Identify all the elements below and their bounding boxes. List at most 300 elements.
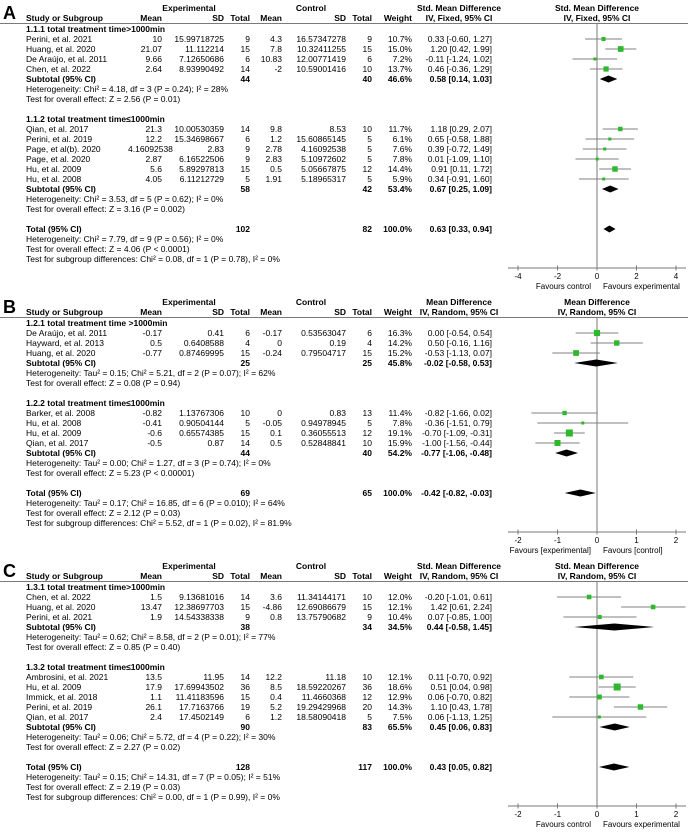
- exp-sd: [162, 762, 224, 772]
- ctrl-mean: 0: [277, 408, 282, 418]
- experimental-group-header: Experimental: [162, 297, 216, 307]
- axis-tick-label: -4: [514, 272, 522, 281]
- effect-marker: [618, 46, 624, 52]
- axis-tick-label: -1: [553, 536, 562, 545]
- exp-mean: [128, 74, 162, 84]
- study-name: Page, et al. 2020: [26, 154, 91, 164]
- exp-mean: 4.05: [145, 174, 162, 184]
- exp-sd: [162, 488, 224, 498]
- col-method: IV, Random, 95% CI: [419, 571, 499, 581]
- study-name: Hayward, et al. 2013: [26, 338, 104, 348]
- ctrl-sd: 10.59001416: [296, 64, 346, 74]
- ctrl-mean: -0.24: [262, 348, 282, 358]
- study-name: Qian, et al. 2017: [26, 124, 89, 134]
- axis-tick-label: 1: [634, 810, 639, 819]
- weight: 10.7%: [387, 34, 412, 44]
- ci-text: -0.70 [-1.09, -0.31]: [422, 428, 492, 438]
- exp-mean: [128, 358, 162, 368]
- axis-tick-label: -2: [514, 536, 522, 545]
- panel-a: [0, 3, 688, 294]
- ctrl-sd: 12.69086679: [296, 602, 346, 612]
- ctrl-mean: [250, 488, 282, 498]
- study-name: Chen, et al. 2022: [26, 64, 91, 74]
- exp-total: 90: [240, 722, 250, 732]
- effect-marker: [566, 430, 573, 437]
- ctrl-total: 117: [358, 762, 372, 772]
- ctrl-total: 6: [367, 54, 372, 64]
- stats-note: Test for overall effect: Z = 2.27 (P = 0.02): [26, 742, 181, 752]
- study-name: Perini, et al. 2021: [26, 34, 93, 44]
- ctrl-total: 9: [367, 612, 372, 622]
- exp-sd: 1.13767306: [179, 408, 224, 418]
- ctrl-sd: [282, 622, 346, 632]
- stats-note: Heterogeneity: Tau² = 0.15; Chi² = 14.31, df = 7 (P = 0.05); I² = 51%: [26, 772, 281, 782]
- ctrl-sd: 5.10972602: [301, 154, 346, 164]
- stats-note: Test for overall effect: Z = 0.85 (P = 0.40): [26, 642, 181, 652]
- col-weight: Weight: [383, 13, 412, 23]
- col-exp-mean: Mean: [140, 13, 162, 23]
- ci-text: 0.00 [-0.54, 0.54]: [427, 328, 492, 338]
- effect-marker: [599, 675, 604, 680]
- ctrl-sd: 8.53: [329, 124, 346, 134]
- ci-text: 0.65 [-0.58, 1.88]: [427, 134, 492, 144]
- axis-tick-label: 4: [673, 272, 679, 281]
- ctrl-mean: 3.6: [270, 592, 282, 602]
- exp-total: 15: [240, 164, 250, 174]
- ci-text: -0.20 [-1.01, 0.61]: [424, 592, 492, 602]
- exp-sd: 0.87469995: [179, 348, 224, 358]
- ci-text: 1.42 [0.61, 2.24]: [430, 602, 492, 612]
- effect-marker: [573, 350, 579, 356]
- exp-sd: 6.16522506: [179, 154, 224, 164]
- axis-tick-label: 2: [634, 272, 639, 281]
- weight: 65.5%: [387, 722, 412, 732]
- exp-sd: 14.54338338: [174, 612, 224, 622]
- col-exp-mean: Mean: [140, 307, 162, 317]
- ctrl-total: 42: [362, 184, 372, 194]
- study-name: Hu, et al. 2009: [26, 682, 82, 692]
- stats-note: Heterogeneity: Tau² = 0.17; Chi² = 16.85, df = 6 (P = 0.010); I² = 64%: [26, 498, 285, 508]
- exp-sd: 5.89297813: [179, 164, 224, 174]
- ctrl-mean: 8.5: [270, 682, 282, 692]
- ctrl-sd: 10.32411255: [296, 44, 346, 54]
- exp-total: 14: [240, 64, 250, 74]
- panel-a-letter: A: [3, 3, 16, 23]
- stats-note: Test for overall effect: Z = 0.08 (P = 0.94): [26, 378, 181, 388]
- ctrl-total: 40: [362, 448, 372, 458]
- stats-note: Test for overall effect: Z = 4.06 (P < 0.0001): [26, 244, 190, 254]
- effect-marker: [608, 138, 611, 141]
- study-name: Total (95% CI): [26, 762, 82, 772]
- weight: 7.6%: [392, 144, 412, 154]
- effect-header-text: Std. Mean Difference: [416, 3, 502, 13]
- ctrl-total: 82: [362, 224, 372, 234]
- weight: 34.5%: [387, 622, 412, 632]
- study-name: Huang, et al. 2020: [26, 44, 96, 54]
- effect-marker: [598, 615, 602, 619]
- ctrl-sd: 5.18965317: [301, 174, 346, 184]
- experimental-group-header: Experimental: [162, 3, 216, 13]
- ci-text: 1.10 [0.43, 1.78]: [430, 702, 492, 712]
- effect-marker: [614, 340, 619, 345]
- ci-text: -0.53 [-1.13, 0.07]: [424, 348, 492, 358]
- favours-right-label: Favours experimental: [603, 282, 680, 291]
- ci-text: 1.20 [0.42, 1.99]: [430, 44, 492, 54]
- ctrl-sd: 15.60865145: [296, 134, 346, 144]
- col-ctrl-total: Total: [352, 307, 372, 317]
- ctrl-total: 15: [362, 348, 372, 358]
- exp-mean: [128, 722, 162, 732]
- control-group-header: Control: [295, 561, 327, 571]
- exp-total: 9: [245, 34, 250, 44]
- effect-marker: [597, 695, 602, 700]
- exp-sd: 15.99718725: [174, 34, 224, 44]
- col-study-or-subgroup: Study or Subgroup: [26, 307, 103, 317]
- ctrl-total: 15: [362, 44, 372, 54]
- ctrl-sd: 19.29429968: [296, 702, 346, 712]
- exp-total: 9: [245, 154, 250, 164]
- ctrl-mean: 1.2: [270, 134, 282, 144]
- exp-mean: 10: [152, 34, 162, 44]
- exp-sd: 2.83: [207, 144, 224, 154]
- stats-note: Test for overall effect: Z = 2.19 (P = 0.03): [26, 782, 181, 792]
- exp-mean: [128, 762, 162, 772]
- col-exp-sd: SD: [212, 307, 224, 317]
- exp-mean: -0.17: [142, 328, 162, 338]
- exp-sd: [162, 448, 224, 458]
- weight: 14.4%: [387, 164, 412, 174]
- ctrl-sd: [282, 224, 346, 234]
- col-ctrl-total: Total: [352, 13, 372, 23]
- ctrl-mean: -0.05: [262, 418, 282, 428]
- col-method: IV, Random, 95% CI: [419, 307, 499, 317]
- study-name: De Araújo, et al. 2011: [26, 328, 108, 338]
- ci-text: 1.18 [0.29, 2.07]: [430, 124, 492, 134]
- spacer-cell: [372, 561, 412, 571]
- ctrl-mean: 0.8: [270, 612, 282, 622]
- weight: 19.1%: [387, 428, 412, 438]
- exp-sd: [162, 74, 224, 84]
- col-ctrl-sd: SD: [334, 571, 346, 581]
- col-exp-sd: SD: [212, 571, 224, 581]
- exp-sd: 15.34698667: [174, 134, 224, 144]
- ctrl-sd: 12.00771419: [296, 54, 346, 64]
- ctrl-total: 12: [362, 692, 372, 702]
- weight: 53.4%: [387, 184, 412, 194]
- ctrl-sd: [282, 184, 346, 194]
- effect-marker: [638, 704, 643, 709]
- exp-sd: 9.13681016: [179, 592, 224, 602]
- exp-sd: [162, 722, 224, 732]
- exp-mean: [128, 622, 162, 632]
- exp-sd: 0.41: [207, 328, 224, 338]
- weight: 10.4%: [387, 612, 412, 622]
- ctrl-total: 5: [367, 154, 372, 164]
- favours-right-label: Favours experimental: [603, 820, 680, 829]
- col-ctrl-mean: Mean: [260, 571, 282, 581]
- study-name: Perini, et al. 2019: [26, 702, 93, 712]
- plot-effect-header: Mean Difference: [564, 297, 630, 307]
- effect-marker: [554, 440, 560, 446]
- ctrl-total: 36: [362, 682, 372, 692]
- axis-tick-label: -2: [553, 272, 562, 281]
- exp-sd: 12.38697703: [174, 602, 224, 612]
- ctrl-mean: 12.2: [265, 672, 282, 682]
- ctrl-sd: [282, 74, 346, 84]
- spacer-cell: [372, 297, 412, 307]
- stats-note: Test for subgroup differences: Chi² = 0.08, df = 1 (P = 0.78), I² = 0%: [26, 254, 280, 264]
- stats-note: Test for subgroup differences: Chi² = 5.52, df = 1 (P = 0.02), I² = 81.9%: [26, 518, 292, 528]
- ctrl-total: 83: [362, 722, 372, 732]
- ci-text: -0.02 [-0.58, 0.53]: [423, 358, 492, 368]
- ctrl-mean: 0.5: [270, 164, 282, 174]
- weight: 15.2%: [387, 348, 412, 358]
- ctrl-sd: 4.16092538: [301, 144, 346, 154]
- ctrl-total: 5: [367, 174, 372, 184]
- ctrl-sd: 11.4660368: [301, 692, 346, 702]
- ctrl-sd: 11.18: [325, 672, 346, 682]
- spacer-cell: [372, 3, 412, 13]
- pooled-diamond: [565, 490, 596, 497]
- exp-mean: 0.5: [150, 338, 162, 348]
- effect-header-text: Std. Mean Difference: [416, 561, 502, 571]
- exp-mean: 13.5: [145, 672, 162, 682]
- axis-tick-label: -2: [514, 810, 522, 819]
- pooled-diamond: [602, 186, 619, 193]
- exp-total: 6: [245, 54, 250, 64]
- weight: 15.9%: [387, 438, 412, 448]
- panel-b: [0, 297, 688, 558]
- exp-sd: 11.95: [203, 672, 224, 682]
- exp-total: 6: [245, 328, 250, 338]
- study-name: Huang, et al. 2020: [26, 348, 96, 358]
- ci-text: 0.67 [0.25, 1.09]: [429, 184, 492, 194]
- ctrl-total: 10: [362, 124, 372, 134]
- weight: 12.9%: [387, 692, 412, 702]
- exp-sd: [162, 224, 224, 234]
- ctrl-mean: 1.91: [265, 174, 282, 184]
- favours-left-label: Favours [experimental]: [509, 546, 591, 555]
- study-name: Immick, et al. 2018: [26, 692, 98, 702]
- exp-mean: 2.87: [145, 154, 162, 164]
- exp-mean: [128, 448, 162, 458]
- plot-method-header: IV, Fixed, 95% CI: [563, 13, 631, 23]
- exp-mean: 26.1: [145, 702, 162, 712]
- subgroup-title: 1.1.2 total treatment time≤1000min: [26, 114, 165, 124]
- col-ctrl-sd: SD: [334, 13, 346, 23]
- ctrl-mean: [250, 184, 282, 194]
- ctrl-sd: [282, 448, 346, 458]
- ctrl-sd: 0.52848841: [301, 438, 346, 448]
- exp-total: 15: [240, 428, 250, 438]
- pooled-diamond: [599, 724, 629, 731]
- ctrl-total: 6: [367, 328, 372, 338]
- ctrl-total: 5: [367, 712, 372, 722]
- weight: 7.2%: [392, 54, 412, 64]
- study-name: Subtotal (95% CI): [26, 358, 96, 368]
- study-name: Total (95% CI): [26, 488, 82, 498]
- subgroup-title: 1.3.2 total treatment time≤1000min: [26, 662, 165, 672]
- stats-note: Test for overall effect: Z = 5.23 (P < 0.00001): [26, 468, 195, 478]
- study-name: Ambrosini, et al. 2021: [26, 672, 109, 682]
- col-exp-total: Total: [230, 571, 250, 581]
- exp-total: 58: [240, 184, 250, 194]
- ctrl-mean: [250, 358, 282, 368]
- ci-text: 0.63 [0.33, 0.94]: [429, 224, 492, 234]
- control-group-header: Control: [295, 3, 327, 13]
- exp-sd: [162, 622, 224, 632]
- ci-text: 0.51 [0.04, 0.98]: [430, 682, 492, 692]
- ci-text: 0.44 [-0.58, 1.45]: [426, 622, 492, 632]
- ctrl-total: 10: [362, 592, 372, 602]
- forest-plot-svg: [506, 561, 688, 832]
- weight: 14.3%: [387, 702, 412, 712]
- col-ctrl-mean: Mean: [260, 307, 282, 317]
- ctrl-total: 65: [362, 488, 372, 498]
- effect-marker: [601, 37, 605, 41]
- ci-text: -1.00 [-1.56, -0.44]: [422, 438, 492, 448]
- ci-text: 0.01 [-1.09, 1.10]: [427, 154, 492, 164]
- weight: 12.0%: [387, 592, 412, 602]
- ctrl-total: 10: [362, 64, 372, 74]
- study-name: Huang, et al. 2020: [26, 602, 96, 612]
- ctrl-sd: 0.19: [329, 338, 346, 348]
- exp-mean: 5.6: [150, 164, 162, 174]
- exp-total: 128: [235, 762, 250, 772]
- ctrl-mean: 0.4: [270, 692, 282, 702]
- ctrl-sd: 18.58090418: [296, 712, 346, 722]
- exp-mean: 1.5: [150, 592, 162, 602]
- exp-total: 5: [245, 418, 250, 428]
- exp-total: 14: [240, 438, 250, 448]
- exp-total: 14: [240, 592, 250, 602]
- exp-mean: -0.5: [147, 438, 162, 448]
- forest-plot-svg: [506, 3, 688, 294]
- ctrl-sd: 18.59220267: [296, 682, 346, 692]
- exp-total: 5: [245, 174, 250, 184]
- ci-text: 0.39 [-0.72, 1.49]: [427, 144, 492, 154]
- study-name: Perini, et al. 2019: [26, 134, 93, 144]
- study-name: Subtotal (95% CI): [26, 74, 96, 84]
- exp-sd: 11.41183596: [175, 692, 224, 702]
- exp-total: 9: [245, 612, 250, 622]
- stats-note: Heterogeneity: Chi² = 7.79, df = 9 (P = 0.56); I² = 0%: [26, 234, 224, 244]
- stats-note: Heterogeneity: Tau² = 0.00; Chi² = 1.27, df = 3 (P = 0.74); I² = 0%: [26, 458, 271, 468]
- study-name: Qian, et al. 2017: [26, 438, 89, 448]
- ctrl-total: 12: [362, 428, 372, 438]
- exp-mean: -0.77: [142, 348, 162, 358]
- ci-text: 0.58 [0.14, 1.03]: [429, 74, 492, 84]
- spacer-cell: [0, 561, 128, 571]
- exp-total: 4: [245, 338, 250, 348]
- exp-total: 25: [240, 358, 250, 368]
- ci-text: -0.36 [-1.51, 0.79]: [424, 418, 492, 428]
- exp-sd: 17.4502149: [179, 712, 224, 722]
- ctrl-sd: 13.75790682: [296, 612, 346, 622]
- exp-sd: 0.90504144: [179, 418, 224, 428]
- ctrl-mean: 4.3: [270, 34, 282, 44]
- exp-mean: 4.16092538: [128, 144, 173, 154]
- study-name: Subtotal (95% CI): [26, 722, 96, 732]
- axis-tick-label: 2: [673, 810, 679, 819]
- axis-tick-label: 2: [673, 536, 679, 545]
- spacer-cell: [0, 3, 128, 13]
- weight: 11.7%: [388, 124, 412, 134]
- exp-mean: 9.66: [145, 54, 162, 64]
- study-name: Total (95% CI): [26, 224, 82, 234]
- col-weight: Weight: [383, 307, 412, 317]
- exp-sd: 17.69943502: [174, 682, 224, 692]
- study-name: Subtotal (95% CI): [26, 622, 96, 632]
- panel-b-letter: B: [3, 297, 16, 317]
- weight: 46.6%: [387, 74, 412, 84]
- ci-text: 0.46 [-0.36, 1.29]: [427, 64, 492, 74]
- ctrl-mean: [250, 448, 282, 458]
- exp-mean: 21.07: [140, 44, 162, 54]
- ctrl-sd: 0.36055513: [301, 428, 346, 438]
- ctrl-mean: [250, 762, 282, 772]
- weight: 12.1%: [387, 672, 412, 682]
- study-name: Hu, et al. 2008: [26, 418, 82, 428]
- axis-tick-label: 0: [594, 536, 600, 545]
- ctrl-total: 10: [362, 672, 372, 682]
- ci-text: 0.33 [-0.60, 1.27]: [427, 34, 492, 44]
- exp-mean: 21.3: [145, 124, 162, 134]
- ctrl-mean: 10.83: [260, 54, 282, 64]
- weight: 14.2%: [387, 338, 412, 348]
- exp-total: 15: [240, 44, 250, 54]
- exp-mean: [128, 488, 162, 498]
- study-name: Perini, et al. 2021: [26, 612, 93, 622]
- ci-text: 0.43 [0.05, 0.82]: [429, 762, 492, 772]
- weight: 7.8%: [392, 154, 412, 164]
- effect-marker: [612, 166, 617, 171]
- stats-note: Heterogeneity: Chi² = 4.18, df = 3 (P = 0.24); I² = 28%: [26, 84, 229, 94]
- ctrl-mean: [250, 722, 282, 732]
- ctrl-total: 10: [362, 438, 372, 448]
- stats-note: Heterogeneity: Chi² = 3.53, df = 5 (P = 0.62); I² = 0%: [26, 194, 224, 204]
- ctrl-mean: -4.86: [262, 602, 282, 612]
- plot-method-header: IV, Random, 95% CI: [557, 307, 637, 317]
- ctrl-mean: 2.83: [265, 154, 282, 164]
- weight: 15.0%: [387, 44, 412, 54]
- study-name: Page, et al(b). 2020: [26, 144, 101, 154]
- col-exp-total: Total: [230, 307, 250, 317]
- stats-note: Heterogeneity: Tau² = 0.62; Chi² = 8.58, df = 2 (P = 0.01); I² = 77%: [26, 632, 276, 642]
- weight: 54.2%: [387, 448, 412, 458]
- ctrl-total: 40: [362, 74, 372, 84]
- ctrl-mean: [250, 622, 282, 632]
- col-exp-mean: Mean: [140, 571, 162, 581]
- weight: 12.1%: [387, 602, 412, 612]
- weight: 18.6%: [387, 682, 412, 692]
- stats-note: Heterogeneity: Tau² = 0.06; Chi² = 5.72, df = 4 (P = 0.22); I² = 30%: [26, 732, 276, 742]
- stats-note: Test for overall effect: Z = 3.16 (P = 0.002): [26, 204, 185, 214]
- effect-marker: [596, 158, 599, 161]
- favours-left-label: Favours control: [535, 820, 591, 829]
- ci-text: 0.45 [0.06, 0.83]: [429, 722, 492, 732]
- ctrl-mean: 2.78: [265, 144, 282, 154]
- pooled-diamond: [599, 764, 629, 771]
- ci-text: 0.50 [-0.16, 1.16]: [427, 338, 492, 348]
- ctrl-sd: [282, 358, 346, 368]
- exp-total: 44: [240, 448, 250, 458]
- col-ctrl-total: Total: [352, 571, 372, 581]
- effect-marker: [602, 178, 605, 181]
- exp-sd: 17.7163766: [179, 702, 224, 712]
- weight: 7.5%: [392, 712, 412, 722]
- study-name: Hu, et al. 2009: [26, 428, 82, 438]
